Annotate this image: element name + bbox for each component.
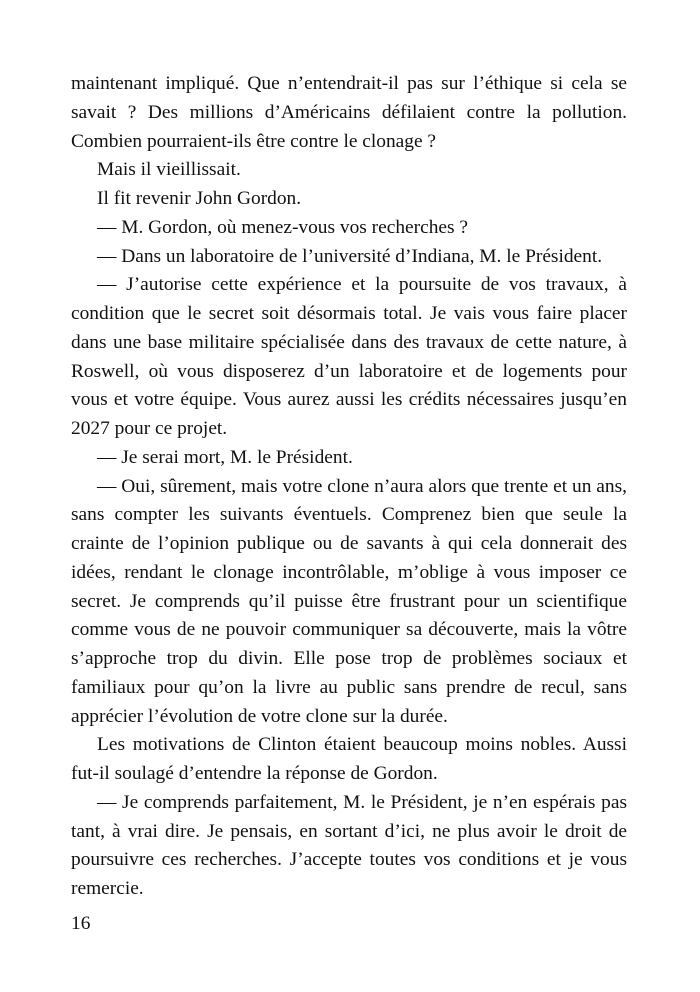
paragraph-1: maintenant impliqué. Que n’entendrait-il pas sur l’éthique si cela se savait ? Des millions d’Américains défilaient contre la pollution. Combien pourraient-ils être contre le clonage ?: [71, 73, 627, 152]
page-number: 16: [71, 913, 91, 934]
paragraph-2: Mais il vieillissait.: [97, 159, 241, 181]
paragraph-4: — M. Gordon, où menez-vous vos recherches ?: [97, 216, 469, 238]
paragraph-9: Les motivations de Clinton étaient beaucoup moins nobles. Aussi fut-il soulagé d’entendre la réponse de Gordon.: [71, 734, 627, 784]
paragraph-10: — Je comprends parfaitement, M. le Président, je n’en espérais pas tant, à vrai dire. Je pensais, en sortant d’ici, ne plus avoir le droit de poursuivre ces recherches. J’accepte toutes vos conditions et je vous remercie.: [71, 791, 627, 899]
paragraph-8: — Oui, sûrement, mais votre clone n’aura alors que trente et un ans, sans compter les suivants éventuels. Comprenez bien que seule la crainte de l’opinion publique ou de savants à qui cela donnerait des idées, rendant le clonage incontrôlable, m’oblige à vous imposer ce secret. Je comprends qu’il puisse être frustrant pour un scientifique comme vous de ne pouvoir communiquer sa découverte, mais la vôtre s’approche trop du divin. Elle pose trop de problèmes sociaux et familiaux pour qu’on la livre au public sans prendre de recul, sans apprécier l’évolution de votre clone sur la durée.: [71, 475, 627, 727]
page-body: [71, 70, 627, 904]
paragraph-7: — Je serai mort, M. le Président.: [97, 446, 353, 468]
paragraph-6: — J’autorise cette expérience et la poursuite de vos travaux, à condition que le secret soit désormais total. Je vais vous faire placer dans une base militaire spécialisée dans des travaux de cette nature, à Roswell, où vous disposerez d’un laboratoire et de logements pour vous et votre équipe. Vous aurez aussi les crédits nécessaires jusqu’en 2027 pour ce projet.: [71, 274, 627, 439]
paragraph-5: — Dans un laboratoire de l’université d’Indiana, M. le Président.: [97, 245, 603, 267]
paragraph-3: Il fit revenir John Gordon.: [97, 188, 302, 209]
